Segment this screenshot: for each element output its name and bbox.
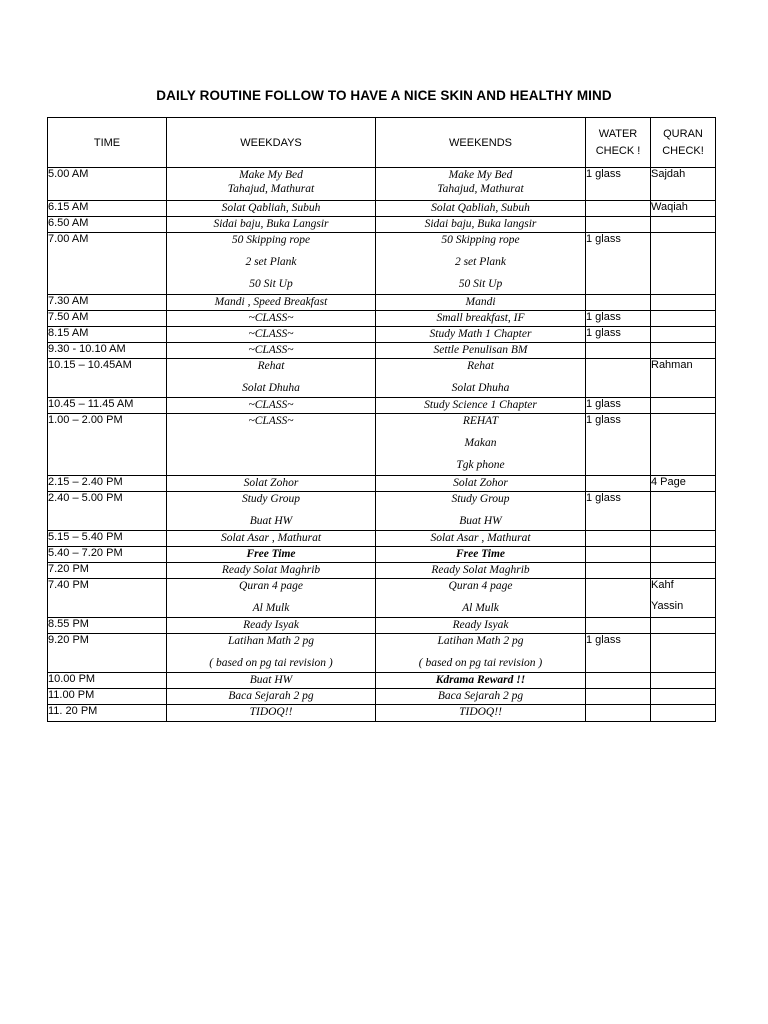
table-row [48, 476, 716, 492]
time-cell: 10.45 – 11.45 AM [48, 398, 167, 414]
quran-check-cell [651, 689, 716, 705]
weekends-activity: Rehat [467, 360, 494, 372]
weekdays-cell [167, 398, 376, 414]
weekends-activity: REHAT [462, 415, 499, 427]
weekends-cell [376, 327, 586, 343]
weekdays-activity: ~CLASS~ [248, 415, 294, 427]
weekends-activity: Ready Isyak [452, 619, 509, 631]
weekdays-activity: Tahajud, Mathurat [227, 183, 315, 195]
weekends-activity: Study Math 1 Chapter [429, 328, 532, 340]
time-cell: 11. 20 PM [48, 705, 167, 722]
weekdays-activity: Buat HW [249, 515, 293, 527]
weekends-activity: 50 Sit Up [458, 278, 503, 290]
weekdays-cell [167, 295, 376, 311]
water-check-cell [586, 343, 651, 359]
quran-check-cell [651, 476, 716, 492]
quran-surah: Rahman [651, 359, 693, 371]
weekdays-cell [167, 579, 376, 618]
quran-check-cell [651, 673, 716, 689]
header-row [48, 118, 716, 168]
quran-check-cell [651, 295, 716, 311]
weekdays-activity: ( based on pg tai revision ) [209, 657, 333, 669]
time-cell: 8.15 AM [48, 327, 167, 343]
quran-surah: Sajdah [651, 168, 686, 180]
weekends-activity: 50 Skipping rope [441, 234, 520, 246]
quran-check-cell [651, 414, 716, 476]
weekends-activity: Study Group [451, 493, 510, 505]
weekends-activity: ( based on pg tai revision ) [418, 657, 543, 669]
weekends-cell [376, 579, 586, 618]
table-row [48, 547, 716, 563]
water-check-cell: 1 glass [586, 233, 651, 295]
weekdays-cell [167, 233, 376, 295]
time-cell: 5.15 – 5.40 PM [48, 531, 167, 547]
weekends-cell [376, 618, 586, 634]
quran-check-cell [651, 343, 716, 359]
water-check-cell [586, 689, 651, 705]
table-row [48, 201, 716, 217]
table-row [48, 217, 716, 233]
weekends-activity: Tgk phone [456, 459, 505, 471]
table-row [48, 233, 716, 295]
weekends-cell [376, 492, 586, 531]
header-quran-check [651, 118, 716, 168]
weekdays-activity: Al Mulk [252, 602, 290, 614]
water-check-cell [586, 531, 651, 547]
weekdays-cell [167, 168, 376, 201]
time-cell: 2.40 – 5.00 PM [48, 492, 167, 531]
table-row [48, 327, 716, 343]
water-check-cell: 1 glass [586, 327, 651, 343]
weekdays-cell [167, 563, 376, 579]
water-check-cell: 1 glass [586, 311, 651, 327]
weekdays-activity: 50 Sit Up [249, 278, 293, 290]
table-row [48, 705, 716, 722]
table-row [48, 311, 716, 327]
weekends-activity: Latihan Math 2 pg [437, 635, 524, 647]
weekdays-cell [167, 531, 376, 547]
quran-check-cell [651, 201, 716, 217]
time-cell: 5.40 – 7.20 PM [48, 547, 167, 563]
header-weekdays: WEEKDAYS [167, 118, 376, 168]
weekdays-activity: Solat Dhuha [242, 382, 300, 394]
table-row [48, 689, 716, 705]
weekends-activity: Make My Bed [448, 169, 513, 181]
weekends-activity: Tahajud, Mathurat [437, 183, 524, 195]
weekdays-cell [167, 201, 376, 217]
weekdays-cell [167, 492, 376, 531]
weekdays-activity: Mandi , Speed Breakfast [214, 296, 328, 308]
weekdays-activity: Solat Qabliah, Subuh [221, 202, 321, 214]
time-cell: 7.50 AM [48, 311, 167, 327]
water-check-cell: 1 glass [586, 398, 651, 414]
header-water-line1: WATER [598, 127, 638, 140]
quran-check-cell [651, 359, 716, 398]
weekends-activity: Solat Qabliah, Subuh [431, 202, 530, 214]
weekdays-activity: ~CLASS~ [248, 344, 294, 356]
quran-surah: Waqiah [651, 201, 688, 213]
weekdays-cell [167, 359, 376, 398]
header-water-check [586, 118, 651, 168]
weekdays-activity: Buat HW [249, 674, 293, 686]
weekdays-activity: ~CLASS~ [248, 328, 294, 340]
weekends-activity: Makan [464, 437, 497, 449]
time-cell: 1.00 – 2.00 PM [48, 414, 167, 476]
weekends-activity: TIDOQ!! [459, 706, 502, 718]
weekends-activity: Solat Asar , Mathurat [430, 532, 531, 544]
time-cell: 10.15 – 10.45AM [48, 359, 167, 398]
quran-check-cell [651, 579, 716, 618]
water-check-cell [586, 547, 651, 563]
weekends-cell [376, 563, 586, 579]
table-row [48, 414, 716, 476]
weekdays-activity: Study Group [241, 493, 301, 505]
time-cell: 6.50 AM [48, 217, 167, 233]
header-weekends: WEEKENDS [376, 118, 586, 168]
weekends-cell [376, 295, 586, 311]
time-cell: 7.00 AM [48, 233, 167, 295]
weekdays-activity: Solat Zohor [243, 477, 299, 489]
quran-check-cell [651, 634, 716, 673]
weekdays-cell [167, 311, 376, 327]
weekdays-cell [167, 705, 376, 722]
weekdays-cell [167, 414, 376, 476]
time-cell: 10.00 PM [48, 673, 167, 689]
header-water-line2: CHECK ! [595, 144, 641, 157]
weekends-activity: Small breakfast, IF [436, 312, 525, 324]
weekends-cell [376, 233, 586, 295]
weekends-activity: Study Science 1 Chapter [424, 399, 537, 411]
time-cell: 7.20 PM [48, 563, 167, 579]
quran-check-cell [651, 233, 716, 295]
table-row [48, 673, 716, 689]
weekdays-cell [167, 673, 376, 689]
weekends-activity: Kdrama Reward !! [435, 674, 526, 686]
table-row [48, 579, 716, 618]
header-quran-line1: QURAN [663, 127, 703, 140]
weekends-cell [376, 201, 586, 217]
header-time: TIME [48, 118, 167, 168]
weekdays-activity: Quran 4 page [239, 580, 303, 592]
quran-check-cell [651, 398, 716, 414]
table-row [48, 618, 716, 634]
quran-check-cell [651, 547, 716, 563]
table-row [48, 492, 716, 531]
water-check-cell: 1 glass [586, 414, 651, 476]
table-row [48, 295, 716, 311]
weekdays-activity: Ready Solat Maghrib [221, 564, 321, 576]
weekends-cell [376, 531, 586, 547]
weekends-activity: Al Mulk [462, 602, 499, 614]
water-check-cell [586, 579, 651, 618]
table-row [48, 168, 716, 201]
quran-check-cell [651, 217, 716, 233]
quran-check-cell [651, 327, 716, 343]
water-check-cell: 1 glass [586, 492, 651, 531]
weekends-activity: Baca Sejarah 2 pg [437, 690, 524, 702]
weekdays-activity: Baca Sejarah 2 pg [228, 690, 314, 702]
weekends-activity: Free Time [455, 548, 506, 560]
water-check-cell [586, 618, 651, 634]
weekends-cell [376, 689, 586, 705]
time-cell: 9.20 PM [48, 634, 167, 673]
weekdays-activity: 2 set Plank [245, 256, 297, 268]
weekends-cell [376, 168, 586, 201]
weekdays-cell [167, 547, 376, 563]
quran-check-cell [651, 705, 716, 722]
weekdays-activity: Sidai baju, Buka Langsir [213, 218, 329, 230]
table-row [48, 343, 716, 359]
table-row [48, 531, 716, 547]
weekends-activity: Ready Solat Maghrib [431, 564, 530, 576]
table-row [48, 563, 716, 579]
time-cell: 7.40 PM [48, 579, 167, 618]
quran-surah: Yassin [651, 600, 684, 612]
weekdays-activity: Solat Asar , Mathurat [220, 532, 322, 544]
weekdays-activity: ~CLASS~ [248, 312, 294, 324]
weekends-cell [376, 343, 586, 359]
weekends-cell [376, 311, 586, 327]
weekends-activity: Mandi [465, 296, 496, 308]
document-title: DAILY ROUTINE FOLLOW TO HAVE A NICE SKIN AND HEALTHY MIND [156, 88, 612, 103]
weekdays-cell [167, 689, 376, 705]
weekends-activity: Settle Penulisan BM [433, 344, 528, 356]
header-quran-line2: CHECK! [662, 144, 704, 157]
quran-check-cell [651, 618, 716, 634]
weekends-cell [376, 673, 586, 689]
weekdays-cell [167, 476, 376, 492]
quran-check-cell [651, 168, 716, 201]
water-check-cell: 1 glass [586, 168, 651, 201]
water-check-cell [586, 673, 651, 689]
weekends-activity: Buat HW [459, 515, 502, 527]
weekdays-cell [167, 343, 376, 359]
time-cell: 7.30 AM [48, 295, 167, 311]
weekends-activity: 2 set Plank [454, 256, 507, 268]
table-row [48, 359, 716, 398]
time-cell: 2.15 – 2.40 PM [48, 476, 167, 492]
weekends-cell [376, 634, 586, 673]
routine-table [47, 117, 716, 722]
table-row [48, 398, 716, 414]
weekends-activity: Solat Dhuha [451, 382, 510, 394]
weekends-cell [376, 217, 586, 233]
weekends-cell [376, 547, 586, 563]
weekdays-activity: TIDOQ!! [249, 706, 293, 718]
weekends-cell [376, 476, 586, 492]
quran-check-cell [651, 311, 716, 327]
time-cell: 8.55 PM [48, 618, 167, 634]
weekdays-activity: 50 Skipping rope [231, 234, 311, 246]
weekdays-cell [167, 618, 376, 634]
water-check-cell [586, 476, 651, 492]
quran-check-cell [651, 563, 716, 579]
weekdays-cell [167, 217, 376, 233]
water-check-cell: 1 glass [586, 634, 651, 673]
weekdays-activity: ~CLASS~ [248, 399, 294, 411]
weekends-cell [376, 359, 586, 398]
weekdays-activity: Ready Isyak [243, 619, 299, 631]
water-check-cell [586, 295, 651, 311]
quran-check-cell [651, 492, 716, 531]
time-cell: 5.00 AM [48, 168, 167, 201]
water-check-cell [586, 359, 651, 398]
water-check-cell [586, 217, 651, 233]
table-row [48, 634, 716, 673]
weekdays-cell [167, 327, 376, 343]
quran-check-cell [651, 531, 716, 547]
weekdays-activity: Free Time [246, 548, 296, 560]
weekdays-activity: Rehat [257, 360, 285, 372]
time-cell: 11.00 PM [48, 689, 167, 705]
weekends-activity: Solat Zohor [453, 477, 508, 489]
water-check-cell [586, 563, 651, 579]
water-check-cell [586, 705, 651, 722]
weekdays-cell [167, 634, 376, 673]
time-cell: 6.15 AM [48, 201, 167, 217]
quran-surah: Kahf [651, 579, 674, 591]
water-check-cell [586, 201, 651, 217]
weekdays-activity: Latihan Math 2 pg [228, 635, 314, 647]
weekends-cell [376, 398, 586, 414]
weekends-cell [376, 414, 586, 476]
time-cell: 9.30 - 10.10 AM [48, 343, 167, 359]
weekdays-activity: Make My Bed [239, 169, 303, 181]
weekends-cell [376, 705, 586, 722]
quran-surah: 4 Page [651, 476, 686, 488]
weekends-activity: Quran 4 page [448, 580, 513, 592]
weekends-activity: Sidai baju, Buka langsir [424, 218, 537, 230]
